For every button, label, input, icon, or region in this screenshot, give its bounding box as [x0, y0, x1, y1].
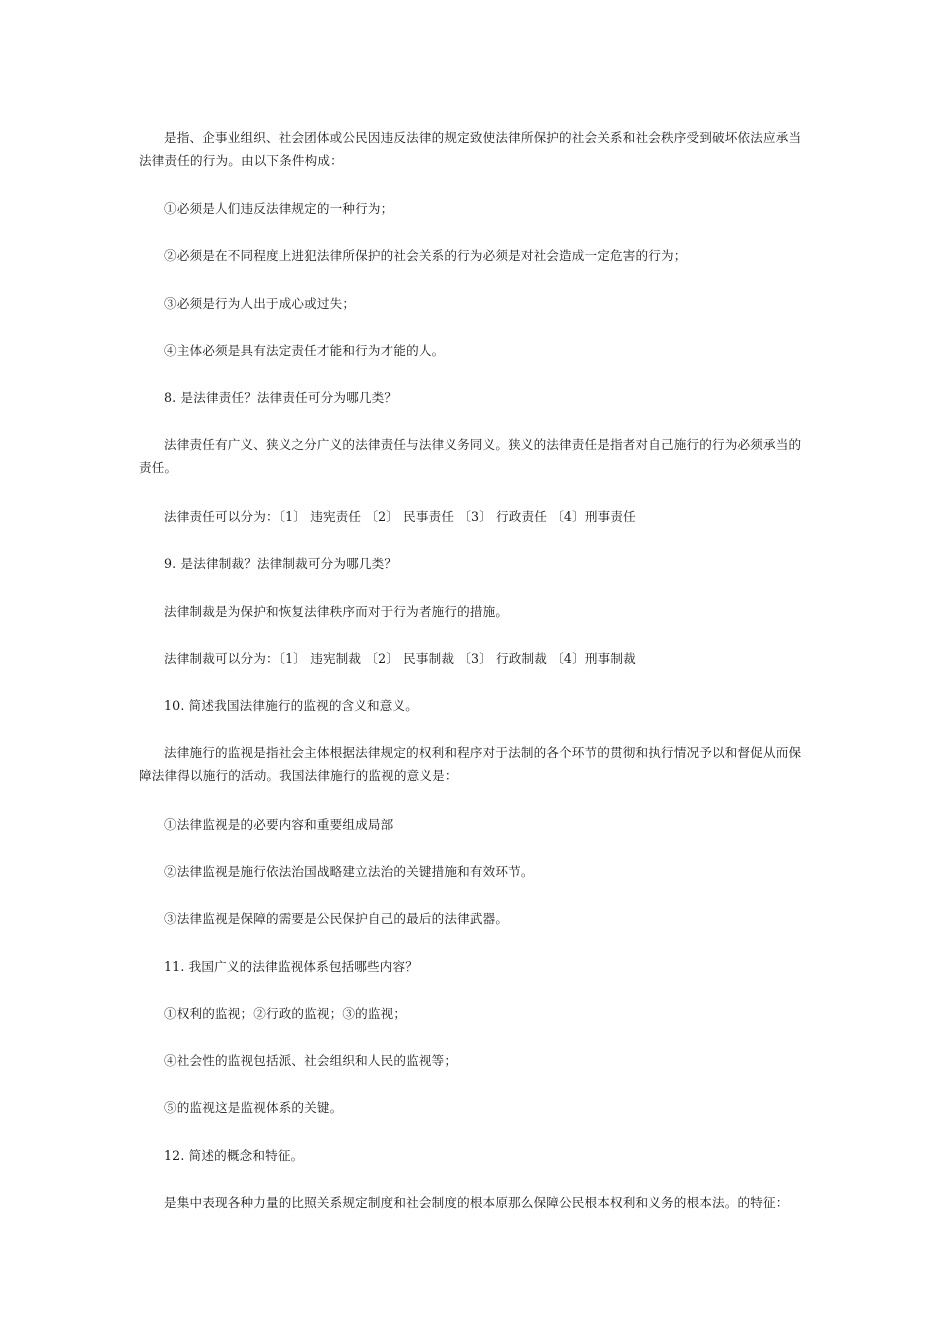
answer-paragraph: 法律制裁可以分为：〔1〕 违宪制裁 〔2〕 民事制裁 〔3〕 行政制裁 〔4〕刑事制裁 [164, 651, 636, 666]
question-heading: 12. 简述的概念和特征。 [164, 1148, 304, 1163]
list-item: ②法律监视是施行依法治国战略建立法治的关键措施和有效环节。 [164, 864, 534, 879]
paragraph-definition: 是指、企事业组织、社会团体或公民因违反法律的规定致使法律所保护的社会关系和社会秩序受到破坏依法应承当法律责任的行为。由以下条件构成： [139, 130, 802, 168]
answer-paragraph: 法律责任有广义、狭义之分广义的法律责任与法律义务同义。狭义的法律责任是指者对自己施行的行为必须承当的责任。 [139, 437, 802, 475]
question-heading: 10. 简述我国法律施行的监视的含义和意义。 [164, 698, 419, 713]
answer-paragraph: 法律责任可以分为：〔1〕 违宪责任 〔2〕 民事责任 〔3〕 行政责任 〔4〕刑事责任 [164, 509, 636, 524]
list-item: ①权利的监视；②行政的监视；③的监视； [164, 1006, 407, 1021]
list-item: ①必须是人们违反法律规定的一种行为； [164, 201, 394, 216]
answer-paragraph: 法律制裁是为保护和恢复法律秩序而对于行为者施行的措施。 [164, 604, 509, 619]
question-heading: 8. 是法律责任？法律责任可分为哪几类？ [164, 390, 398, 405]
list-item: ③必须是行为人出于成心或过失； [164, 296, 356, 311]
answer-paragraph: 是集中表现各种力量的比照关系规定制度和社会制度的根本原那么保障公民根本权利和义务的根本法。的特征： [164, 1195, 789, 1210]
list-item: ⑤的监视这是监视体系的关键。 [164, 1100, 343, 1115]
list-item: ①法律监视是的必要内容和重要组成局部 [164, 817, 394, 832]
question-heading: 9. 是法律制裁？法律制裁可分为哪几类？ [164, 556, 398, 571]
list-item: ②必须是在不同程度上进犯法律所保护的社会关系的行为必须是对社会造成一定危害的行为； [164, 248, 687, 263]
list-item: ④社会性的监视包括派、社会组织和人民的监视等； [164, 1053, 458, 1068]
question-heading: 11. 我国广义的法律监视体系包括哪些内容？ [164, 959, 419, 974]
list-item: ④主体必须是具有法定责任才能和行为才能的人。 [164, 343, 445, 358]
answer-paragraph: 法律施行的监视是指社会主体根据法律规定的权利和程序对于法制的各个环节的贯彻和执行情况予以和督促从而保障法律得以施行的活动。我国法律施行的监视的意义是： [139, 745, 802, 783]
list-item: ③法律监视是保障的需要是公民保护自己的最后的法律武器。 [164, 911, 509, 926]
